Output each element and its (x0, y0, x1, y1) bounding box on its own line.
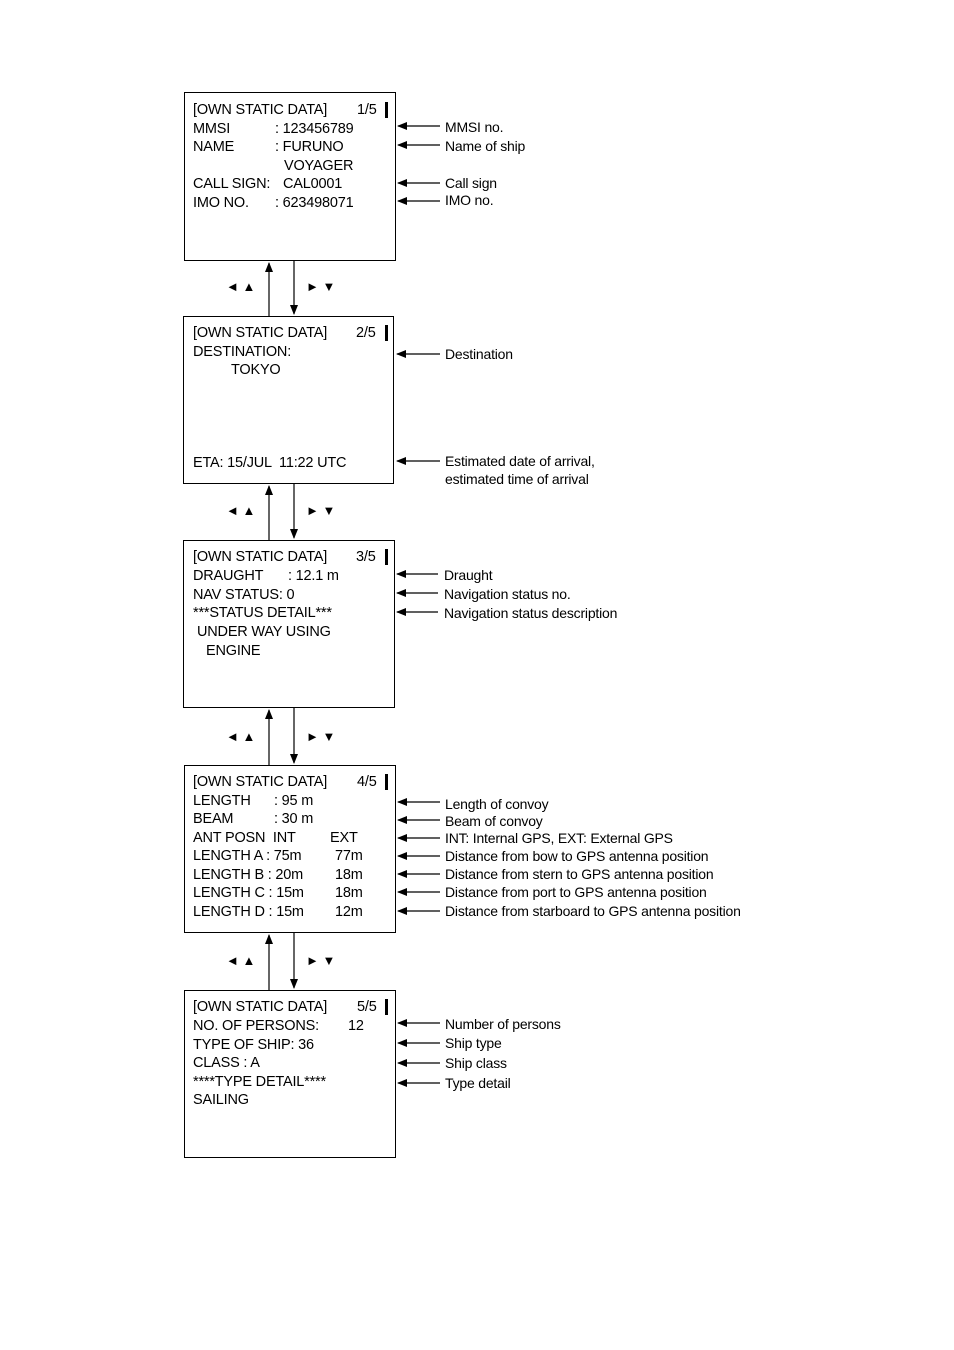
length-c-int: LENGTH C : 15m (193, 885, 304, 901)
type-detail-heading: ****TYPE DETAIL**** (193, 1074, 326, 1090)
callout-label: Draught (444, 567, 493, 583)
status-detail-heading: ***STATUS DETAIL*** (193, 605, 332, 621)
eta-line: ETA: 15/JUL 11:22 UTC (193, 455, 347, 471)
draught-label: DRAUGHT (193, 568, 264, 584)
length-value: : 95 m (274, 793, 314, 809)
name-label: NAME (193, 139, 235, 155)
callout-label: Type detail (445, 1075, 511, 1091)
length-label: LENGTH (193, 793, 251, 809)
persons-value: 12 (348, 1018, 364, 1034)
callout-label: Distance from starboard to GPS antenna position (445, 903, 741, 919)
call-sign-value: CAL0001 (283, 176, 343, 192)
call-sign-label: CALL SIGN: (193, 176, 271, 192)
ship-type-line: TYPE OF SHIP: 36 (193, 1037, 314, 1053)
callout-label: Distance from port to GPS antenna position (445, 884, 707, 900)
length-d-int: LENGTH D : 15m (193, 904, 304, 920)
callout-label: MMSI no. (445, 119, 504, 135)
status-detail-line-1: UNDER WAY USING (197, 624, 331, 640)
persons-label: NO. OF PERSONS: (193, 1018, 319, 1034)
nav-right-down-keys: ► ▼ (306, 953, 336, 968)
length-b-int: LENGTH B : 20m (193, 867, 304, 883)
beam-label: BEAM (193, 811, 234, 827)
mmsi-value: : 123456789 (275, 121, 354, 137)
destination-label: DESTINATION: (193, 344, 292, 360)
callout-label: Name of ship (445, 138, 526, 154)
imo-label: IMO NO. (193, 195, 249, 211)
length-d-ext: 12m (335, 904, 363, 920)
callout-label: Beam of convoy (445, 813, 543, 829)
ant-posn-label: ANT POSN INT (193, 830, 296, 846)
nav-left-up-keys: ◄ ▲ (226, 503, 256, 518)
name-value-cont: VOYAGER (284, 158, 354, 174)
length-c-ext: 18m (335, 885, 363, 901)
page-indicator: 3/5 (356, 549, 376, 565)
callout-label: Number of persons (445, 1016, 561, 1032)
nav-left-up-keys: ◄ ▲ (226, 729, 256, 744)
callout-label: Distance from stern to GPS antenna position (445, 866, 714, 882)
callout-label: Call sign (445, 175, 497, 191)
callout-label: Ship type (445, 1035, 502, 1051)
length-a-ext: 77m (335, 848, 363, 864)
callout-label: Length of convoy (445, 796, 549, 812)
nav-right-down-keys: ► ▼ (306, 503, 336, 518)
screen-page-3 (183, 540, 395, 708)
screen-title: [OWN STATIC DATA] (193, 325, 328, 341)
callout-label: Navigation status description (444, 605, 618, 621)
imo-value: : 623498071 (275, 195, 354, 211)
callout-label: IMO no. (445, 192, 494, 208)
cursor-bar (385, 325, 388, 341)
screen-title: [OWN STATIC DATA] (193, 549, 328, 565)
cursor-bar (385, 549, 388, 565)
callout-label: Navigation status no. (444, 586, 571, 602)
page-indicator: 4/5 (357, 774, 377, 790)
cursor-bar (385, 999, 388, 1015)
length-a-int: LENGTH A : 75m (193, 848, 302, 864)
screen-page-5 (184, 990, 396, 1158)
callout-label: Distance from bow to GPS antenna position (445, 848, 709, 864)
callout-label: Ship class (445, 1055, 507, 1071)
type-detail-value: SAILING (193, 1092, 249, 1108)
cursor-bar (385, 102, 388, 118)
callout-label: estimated time of arrival (445, 471, 589, 487)
class-line: CLASS : A (193, 1055, 260, 1071)
cursor-bar (385, 774, 388, 790)
screen-page-2 (183, 316, 394, 484)
beam-value: : 30 m (274, 811, 314, 827)
ant-posn-ext: EXT (330, 830, 358, 846)
callout-label: Estimated date of arrival, (445, 453, 595, 469)
nav-status-line: NAV STATUS: 0 (193, 587, 295, 603)
draught-value: : 12.1 m (288, 568, 339, 584)
nav-left-up-keys: ◄ ▲ (226, 953, 256, 968)
screen-title: [OWN STATIC DATA] (193, 999, 328, 1015)
status-detail-line-2: ENGINE (206, 643, 261, 659)
length-b-ext: 18m (335, 867, 363, 883)
screen-page-1 (184, 92, 396, 261)
name-value: : FURUNO (275, 139, 344, 155)
nav-right-down-keys: ► ▼ (306, 729, 336, 744)
screen-title: [OWN STATIC DATA] (193, 774, 328, 790)
callout-label: INT: Internal GPS, EXT: External GPS (445, 830, 673, 846)
page-indicator: 5/5 (357, 999, 377, 1015)
destination-value: TOKYO (231, 362, 281, 378)
nav-left-up-keys: ◄ ▲ (226, 279, 256, 294)
page-indicator: 2/5 (356, 325, 376, 341)
page-indicator: 1/5 (357, 102, 377, 118)
callout-label: Destination (445, 346, 513, 362)
screen-page-4 (184, 765, 396, 933)
nav-right-down-keys: ► ▼ (306, 279, 336, 294)
mmsi-label: MMSI (193, 121, 231, 137)
screen-title: [OWN STATIC DATA] (193, 102, 328, 118)
